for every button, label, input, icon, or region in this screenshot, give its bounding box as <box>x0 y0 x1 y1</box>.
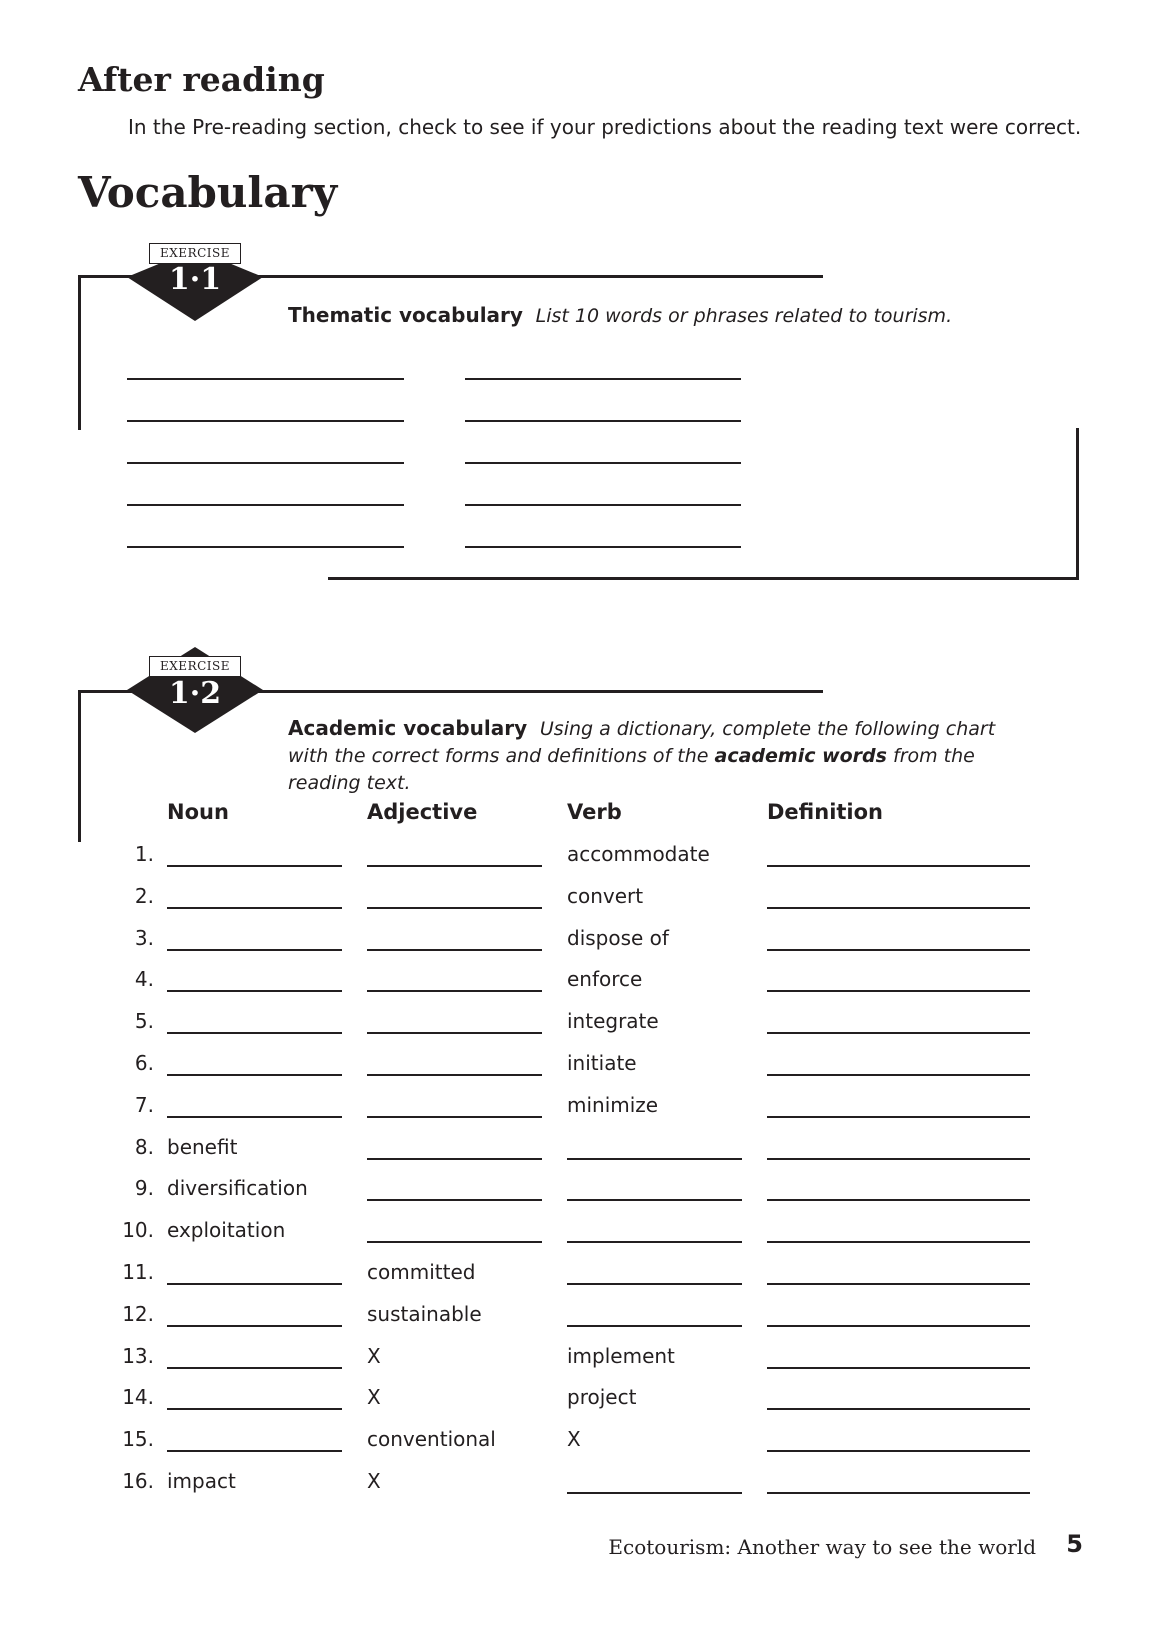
definition-blank[interactable] <box>767 907 1030 909</box>
adjective-blank[interactable] <box>367 1032 542 1034</box>
adjective-blank[interactable] <box>367 990 542 992</box>
answer-line[interactable] <box>127 420 404 422</box>
verb-cell: X <box>567 1427 581 1451</box>
definition-blank[interactable] <box>767 990 1030 992</box>
verb-blank[interactable] <box>567 1325 742 1327</box>
noun-blank[interactable] <box>167 865 342 867</box>
noun-blank[interactable] <box>167 1408 342 1410</box>
exercise-1-2-label: EXERCISE <box>149 656 241 677</box>
exercise-1-2-title <box>288 715 1028 796</box>
verb-cell: minimize <box>567 1093 659 1117</box>
exercise-1-1-bottom-rule <box>328 577 1079 580</box>
exercise-1-2-instruction-2: from the reading text. <box>288 745 975 794</box>
adjective-blank[interactable] <box>367 865 542 867</box>
definition-blank[interactable] <box>767 1408 1030 1410</box>
adjective-blank[interactable] <box>367 1158 542 1160</box>
noun-blank[interactable] <box>167 1032 342 1034</box>
definition-blank[interactable] <box>767 949 1030 951</box>
noun-cell: exploitation <box>167 1218 286 1242</box>
row-number: 14. <box>122 1385 154 1409</box>
column-header-verb: Verb <box>567 800 622 824</box>
row-number: 4. <box>134 967 154 991</box>
adjective-cell: X <box>367 1344 381 1368</box>
answer-line[interactable] <box>465 504 741 506</box>
adjective-blank[interactable] <box>367 1199 542 1201</box>
answer-line[interactable] <box>465 420 741 422</box>
verb-blank[interactable] <box>567 1199 742 1201</box>
row-number: 1. <box>134 842 154 866</box>
footer-title: Ecotourism: Another way to see the world <box>608 1535 1036 1559</box>
verb-cell: accommodate <box>567 842 710 866</box>
noun-blank[interactable] <box>167 907 342 909</box>
verb-cell: dispose of <box>567 926 669 950</box>
adjective-cell: sustainable <box>367 1302 482 1326</box>
exercise-1-2-left-rule <box>78 690 81 842</box>
adjective-blank[interactable] <box>367 1116 542 1118</box>
exercise-1-1-title <box>288 303 952 327</box>
verb-blank[interactable] <box>567 1158 742 1160</box>
exercise-1-1-label: EXERCISE <box>149 243 241 264</box>
row-number: 9. <box>134 1176 154 1200</box>
definition-blank[interactable] <box>767 1325 1030 1327</box>
row-number: 15. <box>122 1427 154 1451</box>
definition-blank[interactable] <box>767 1116 1030 1118</box>
verb-blank[interactable] <box>567 1241 742 1243</box>
column-header-definition: Definition <box>767 800 884 824</box>
definition-blank[interactable] <box>767 1074 1030 1076</box>
adjective-blank[interactable] <box>367 1241 542 1243</box>
row-number: 13. <box>122 1344 154 1368</box>
adjective-cell: committed <box>367 1260 476 1284</box>
definition-blank[interactable] <box>767 1032 1030 1034</box>
verb-cell: implement <box>567 1344 675 1368</box>
verb-cell: initiate <box>567 1051 637 1075</box>
definition-blank[interactable] <box>767 1241 1030 1243</box>
answer-line[interactable] <box>127 462 404 464</box>
row-number: 7. <box>134 1093 154 1117</box>
definition-blank[interactable] <box>767 1492 1030 1494</box>
exercise-1-1-instruction: List 10 words or phrases related to tourism. <box>535 305 953 327</box>
row-number: 16. <box>122 1469 154 1493</box>
verb-blank[interactable] <box>567 1283 742 1285</box>
exercise-1-1-title-text: Thematic vocabulary <box>288 303 523 327</box>
verb-cell: project <box>567 1385 637 1409</box>
answer-line[interactable] <box>127 504 404 506</box>
answer-line[interactable] <box>465 378 741 380</box>
answer-line[interactable] <box>127 546 404 548</box>
row-number: 2. <box>134 884 154 908</box>
adjective-blank[interactable] <box>367 949 542 951</box>
exercise-1-2-number: 1·2 <box>168 676 222 711</box>
adjective-blank[interactable] <box>367 1074 542 1076</box>
noun-blank[interactable] <box>167 990 342 992</box>
row-number: 3. <box>134 926 154 950</box>
definition-blank[interactable] <box>767 865 1030 867</box>
noun-blank[interactable] <box>167 1325 342 1327</box>
exercise-1-1-right-rule <box>1076 428 1079 580</box>
row-number: 6. <box>134 1051 154 1075</box>
page-number: 5 <box>1066 1530 1083 1558</box>
noun-cell: diversification <box>167 1176 308 1200</box>
definition-blank[interactable] <box>767 1199 1030 1201</box>
noun-blank[interactable] <box>167 1074 342 1076</box>
row-number: 12. <box>122 1302 154 1326</box>
exercise-1-2-instruction-1: Using a dictionary, complete the following chart with the correct forms and definitions of the <box>288 718 996 767</box>
verb-blank[interactable] <box>567 1492 742 1494</box>
definition-blank[interactable] <box>767 1283 1030 1285</box>
adjective-cell: conventional <box>367 1427 496 1451</box>
row-number: 8. <box>134 1135 154 1159</box>
definition-blank[interactable] <box>767 1450 1030 1452</box>
verb-cell: enforce <box>567 967 643 991</box>
noun-blank[interactable] <box>167 949 342 951</box>
noun-blank[interactable] <box>167 1450 342 1452</box>
adjective-cell: X <box>367 1469 381 1493</box>
row-number: 11. <box>122 1260 154 1284</box>
column-header-adjective: Adjective <box>367 800 478 824</box>
vocabulary-heading: Vocabulary <box>78 168 338 217</box>
verb-cell: convert <box>567 884 644 908</box>
after-reading-heading: After reading <box>78 60 325 99</box>
noun-blank[interactable] <box>167 1116 342 1118</box>
adjective-blank[interactable] <box>367 907 542 909</box>
exercise-1-1-left-rule <box>78 275 81 430</box>
exercise-1-1-number: 1·1 <box>168 262 222 297</box>
exercise-1-2-title-text: Academic vocabulary <box>288 716 528 740</box>
answer-line[interactable] <box>465 546 741 548</box>
verb-cell: integrate <box>567 1009 659 1033</box>
answer-line[interactable] <box>127 378 404 380</box>
exercise-1-2-instruction-bold: academic words <box>714 745 887 767</box>
row-number: 5. <box>134 1009 154 1033</box>
noun-cell: impact <box>167 1469 236 1493</box>
noun-cell: benefit <box>167 1135 238 1159</box>
noun-blank[interactable] <box>167 1283 342 1285</box>
noun-blank[interactable] <box>167 1367 342 1369</box>
definition-blank[interactable] <box>767 1367 1030 1369</box>
answer-line[interactable] <box>465 462 741 464</box>
adjective-cell: X <box>367 1385 381 1409</box>
definition-blank[interactable] <box>767 1158 1030 1160</box>
after-reading-text: In the Pre-reading section, check to see if your predictions about the reading text were correct. <box>128 115 1082 139</box>
row-number: 10. <box>122 1218 154 1242</box>
column-header-noun: Noun <box>167 800 229 824</box>
